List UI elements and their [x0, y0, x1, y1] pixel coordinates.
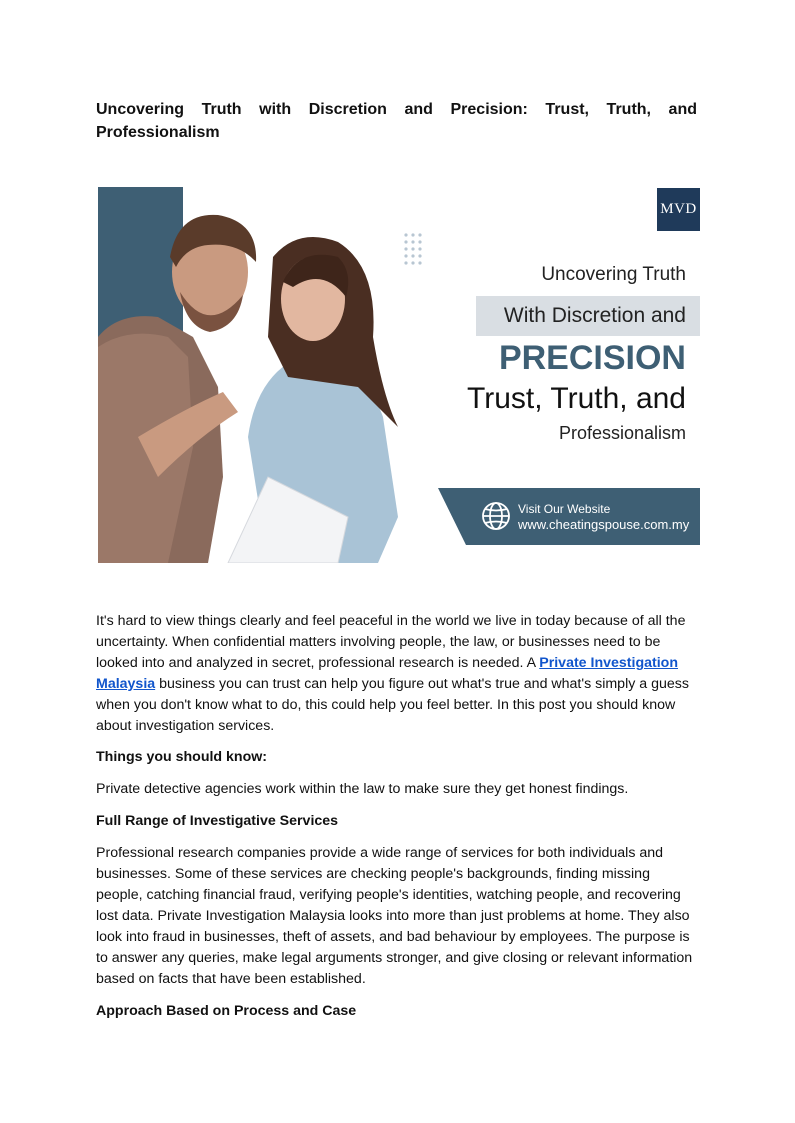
private-investigation-link[interactable]: Private Investigation Malaysia	[96, 655, 679, 692]
cta-url[interactable]: www.cheatingspouse.com.my	[518, 517, 690, 532]
banner-line-3: PRECISION	[498, 339, 686, 377]
mvd-logo: MVD	[657, 188, 700, 231]
intro-text-start: It's hard to view things clearly and feel peaceful in the world we live in today because of all the uncertainty. When confidential matters involving people, the law, or businesses need to be looked into and analyzed in secret, professional research is needed. A	[96, 613, 686, 671]
banner-line-2: With Discretion and	[503, 304, 686, 327]
document-title: Uncovering Truth with Discretion and Precision: Trust, Truth, and Professionalism	[96, 101, 697, 141]
intro-text-end: business you can trust can help you figure out what's true and what's simply a guess when you don't know what to do, this could help you feel better. In this post you should know about investigation services.	[96, 676, 689, 734]
banner-band	[476, 296, 700, 336]
banner-line-4: Trust, Truth, and	[467, 382, 686, 415]
globe-icon	[481, 501, 511, 531]
cta-label: Visit Our Website	[518, 502, 611, 516]
couple-photo	[98, 187, 438, 563]
heading-things-to-know: Things you should know:	[96, 749, 268, 765]
paragraph-services: Professional research companies provide a wide range of services for both individuals and businesses. Some of these services are checking people's backgrounds, finding missing people, catching financial fraud, verifying people's identities, watching people, and recovering lost data. Private Investigation Malaysia looks into more than just problems at home. They also look into fraud in businesses, theft of assets, and bad behaviour by employees. The purpose is to answer any queries, make legal arguments stronger, and give closing or relevant information based on facts that have been established.	[96, 845, 693, 987]
heading-full-range: Full Range of Investigative Services	[96, 813, 339, 829]
paragraph-law: Private detective agencies work within the law to make sure they get honest findings.	[96, 781, 629, 797]
heading-approach: Approach Based on Process and Case	[96, 1003, 357, 1019]
banner-line-5: Professionalism	[558, 423, 686, 443]
hero-banner	[98, 187, 700, 563]
banner-line-1: Uncovering Truth	[541, 264, 686, 285]
visit-website-text[interactable]	[518, 501, 689, 533]
intro-paragraph	[96, 611, 697, 737]
